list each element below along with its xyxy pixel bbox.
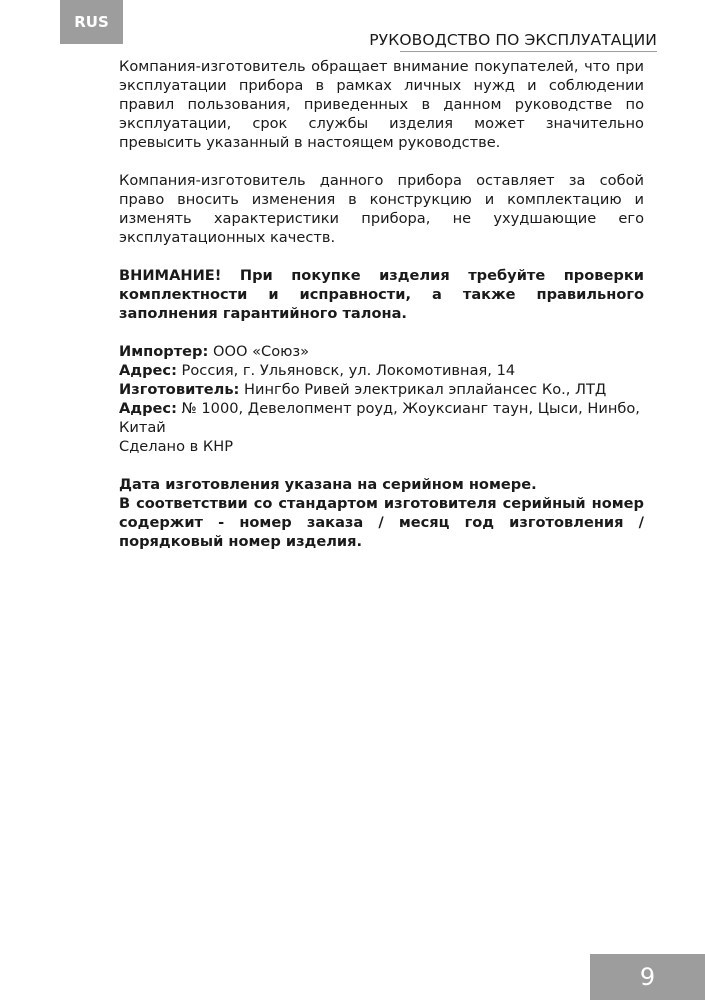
manufacturer-value: Нингбо Ривей электрикал эплайансес Ко., ЛТД	[239, 381, 607, 398]
language-tab: RUS	[60, 0, 123, 44]
warning-paragraph: ВНИМАНИЕ! При покупке изделия требуйте проверки комплектности и исправности, а также правильного заполнения гарантийного талона.	[119, 267, 644, 322]
importer-address-label: Адрес:	[119, 362, 177, 379]
contacts-block	[119, 342, 644, 456]
importer-label: Импортер:	[119, 343, 209, 360]
page-number: 9	[590, 954, 705, 1000]
manufacturer-address-value: № 1000, Девелопмент роуд, Жоуксианг таун, Цыси, Нинбо, Китай	[119, 400, 640, 436]
manufacturer-address-line	[119, 399, 644, 437]
page-content	[119, 57, 644, 551]
importer-address-line	[119, 361, 644, 380]
paragraph-modification-rights: Компания-изготовитель данного прибора оставляет за собой право вносить изменения в конструкцию и комплектацию и изменять характеристики прибора, не ухудшающие его эксплуатационных качеств.	[119, 172, 644, 246]
importer-address-value: Россия, г. Ульяновск, ул. Локомотивная, 14	[176, 362, 516, 379]
importer-value: ООО «Союз»	[208, 343, 310, 360]
header-divider	[400, 51, 657, 52]
paragraph-service-life: Компания-изготовитель обращает внимание покупателей, что при эксплуатации прибора в рамках личных нужд и соблюдении правил пользования, приведенных в данном руководстве по эксплуатации, срок службы изделия может значительно превысить указанный в настоящем руководстве.	[119, 58, 644, 151]
importer-line	[119, 342, 644, 361]
made-in-line: Сделано в КНР	[119, 438, 234, 455]
manufacturer-label: Изготовитель:	[119, 381, 240, 398]
manufacture-date-note: Дата изготовления указана на серийном номере.	[119, 476, 537, 493]
manufacturer-line	[119, 380, 644, 399]
document-title: РУКОВОДСТВО ПО ЭКСПЛУАТАЦИИ	[369, 31, 657, 49]
manufacturer-address-label: Адрес:	[119, 400, 177, 417]
serial-number-note: В соответствии со стандартом изготовителя серийный номер содержит - номер заказа / месяц год изготовления / порядковый номер изделия.	[119, 495, 644, 550]
